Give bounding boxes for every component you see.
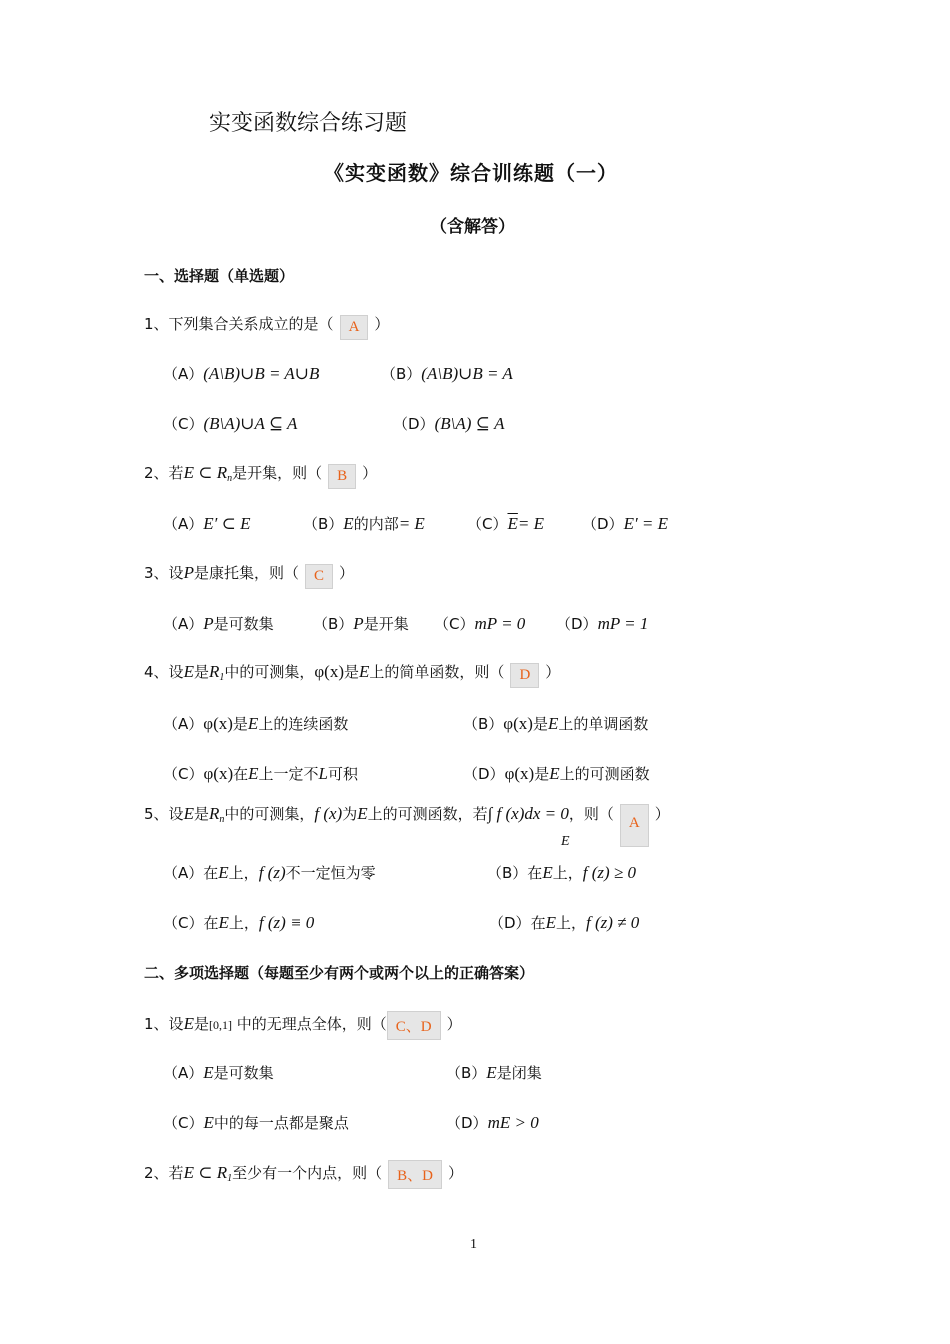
- answer-box: B: [328, 464, 356, 489]
- answer-box: C、D: [387, 1011, 441, 1040]
- option-b: （B）在E上，f (z) ≥ 0: [487, 863, 636, 882]
- section-2-heading: 二、多项选择题（每题至少有两个或两个以上的正确答案）: [144, 964, 535, 982]
- exercise-title: 《实变函数》综合训练题（一）: [324, 161, 618, 185]
- option-c: $(C)\overline{E}= E$: [467, 514, 544, 533]
- question-2-1: 1、设E是[0,1] 中的无理点全体，则（ C、D ）: [144, 1011, 462, 1040]
- question-1-4: 4、设E是$R_1$中的可测集，φ(x)是E上的简单函数，则（ D ）: [144, 661, 560, 688]
- document-title: 实变函数综合练习题: [209, 111, 408, 136]
- answer-box: A: [620, 804, 649, 847]
- question-1-5: 5、设E是$R_n$中的可测集，f (x)为E上的可测函数，若∫ f (x)dx = 0，则（ A ）: [144, 803, 670, 847]
- option-c: （C）(B\A)∪A ⊆ A: [163, 414, 298, 433]
- integral-domain: E: [561, 834, 570, 849]
- option-d: （D）φ(x)是E上的可测函数: [463, 764, 650, 783]
- option-b: （B）E是闭集: [446, 1063, 542, 1082]
- option-d: （D）E′ = E: [582, 514, 669, 533]
- answer-box: D: [510, 663, 539, 688]
- option-c: （C）mP = 0: [434, 614, 526, 633]
- answer-box: A: [340, 315, 369, 340]
- option-d: （D）mE > 0: [446, 1113, 539, 1132]
- option-a: （A）P是可数集: [163, 614, 274, 633]
- option-a: （A）φ(x)是E上的连续函数: [163, 714, 349, 733]
- option-a: （A）在E上，f (z)不一定恒为零: [163, 863, 376, 882]
- section-1-heading: 一、选择题（单选题）: [144, 267, 295, 285]
- option-b: （B）E的内部= E: [303, 514, 425, 533]
- option-d: （D）(B\A) ⊆ A: [393, 414, 505, 433]
- option-b: （B）φ(x)是E上的单调函数: [463, 714, 649, 733]
- option-c: （C）在E上，f (z) ≡ 0: [163, 913, 315, 932]
- option-a: （A）(A\B)∪B = A∪B: [163, 364, 320, 383]
- option-c: （C）E中的每一点都是聚点: [163, 1113, 349, 1132]
- question-1-1: 1、下列集合关系成立的是（ A ）: [144, 313, 389, 340]
- question-1-2: 2、若E ⊂ $R_n$是开集，则（ B ）: [144, 462, 377, 489]
- exercise-subtitle: （含解答）: [430, 217, 515, 237]
- answer-box: C: [305, 564, 333, 589]
- option-c: （C）φ(x)在E上一定不L可积: [163, 764, 359, 783]
- option-d: （D）在E上，f (z) ≠ 0: [489, 913, 640, 932]
- question-2-2: 2、若E ⊂ $R_1$至少有一个内点，则（ B、D ）: [144, 1160, 463, 1189]
- answer-box: B、D: [388, 1160, 442, 1189]
- question-1-3: 3、设P是康托集，则（ C ）: [144, 562, 354, 589]
- option-b: （B）P是开集: [313, 614, 409, 633]
- option-a: （A）E′ ⊂ E: [163, 514, 251, 533]
- option-d: （D）mP = 1: [556, 614, 649, 633]
- option-b: （B）(A\B)∪B = A: [381, 364, 513, 383]
- option-a: （A）E是可数集: [163, 1063, 274, 1082]
- page-number: 1: [470, 1237, 477, 1252]
